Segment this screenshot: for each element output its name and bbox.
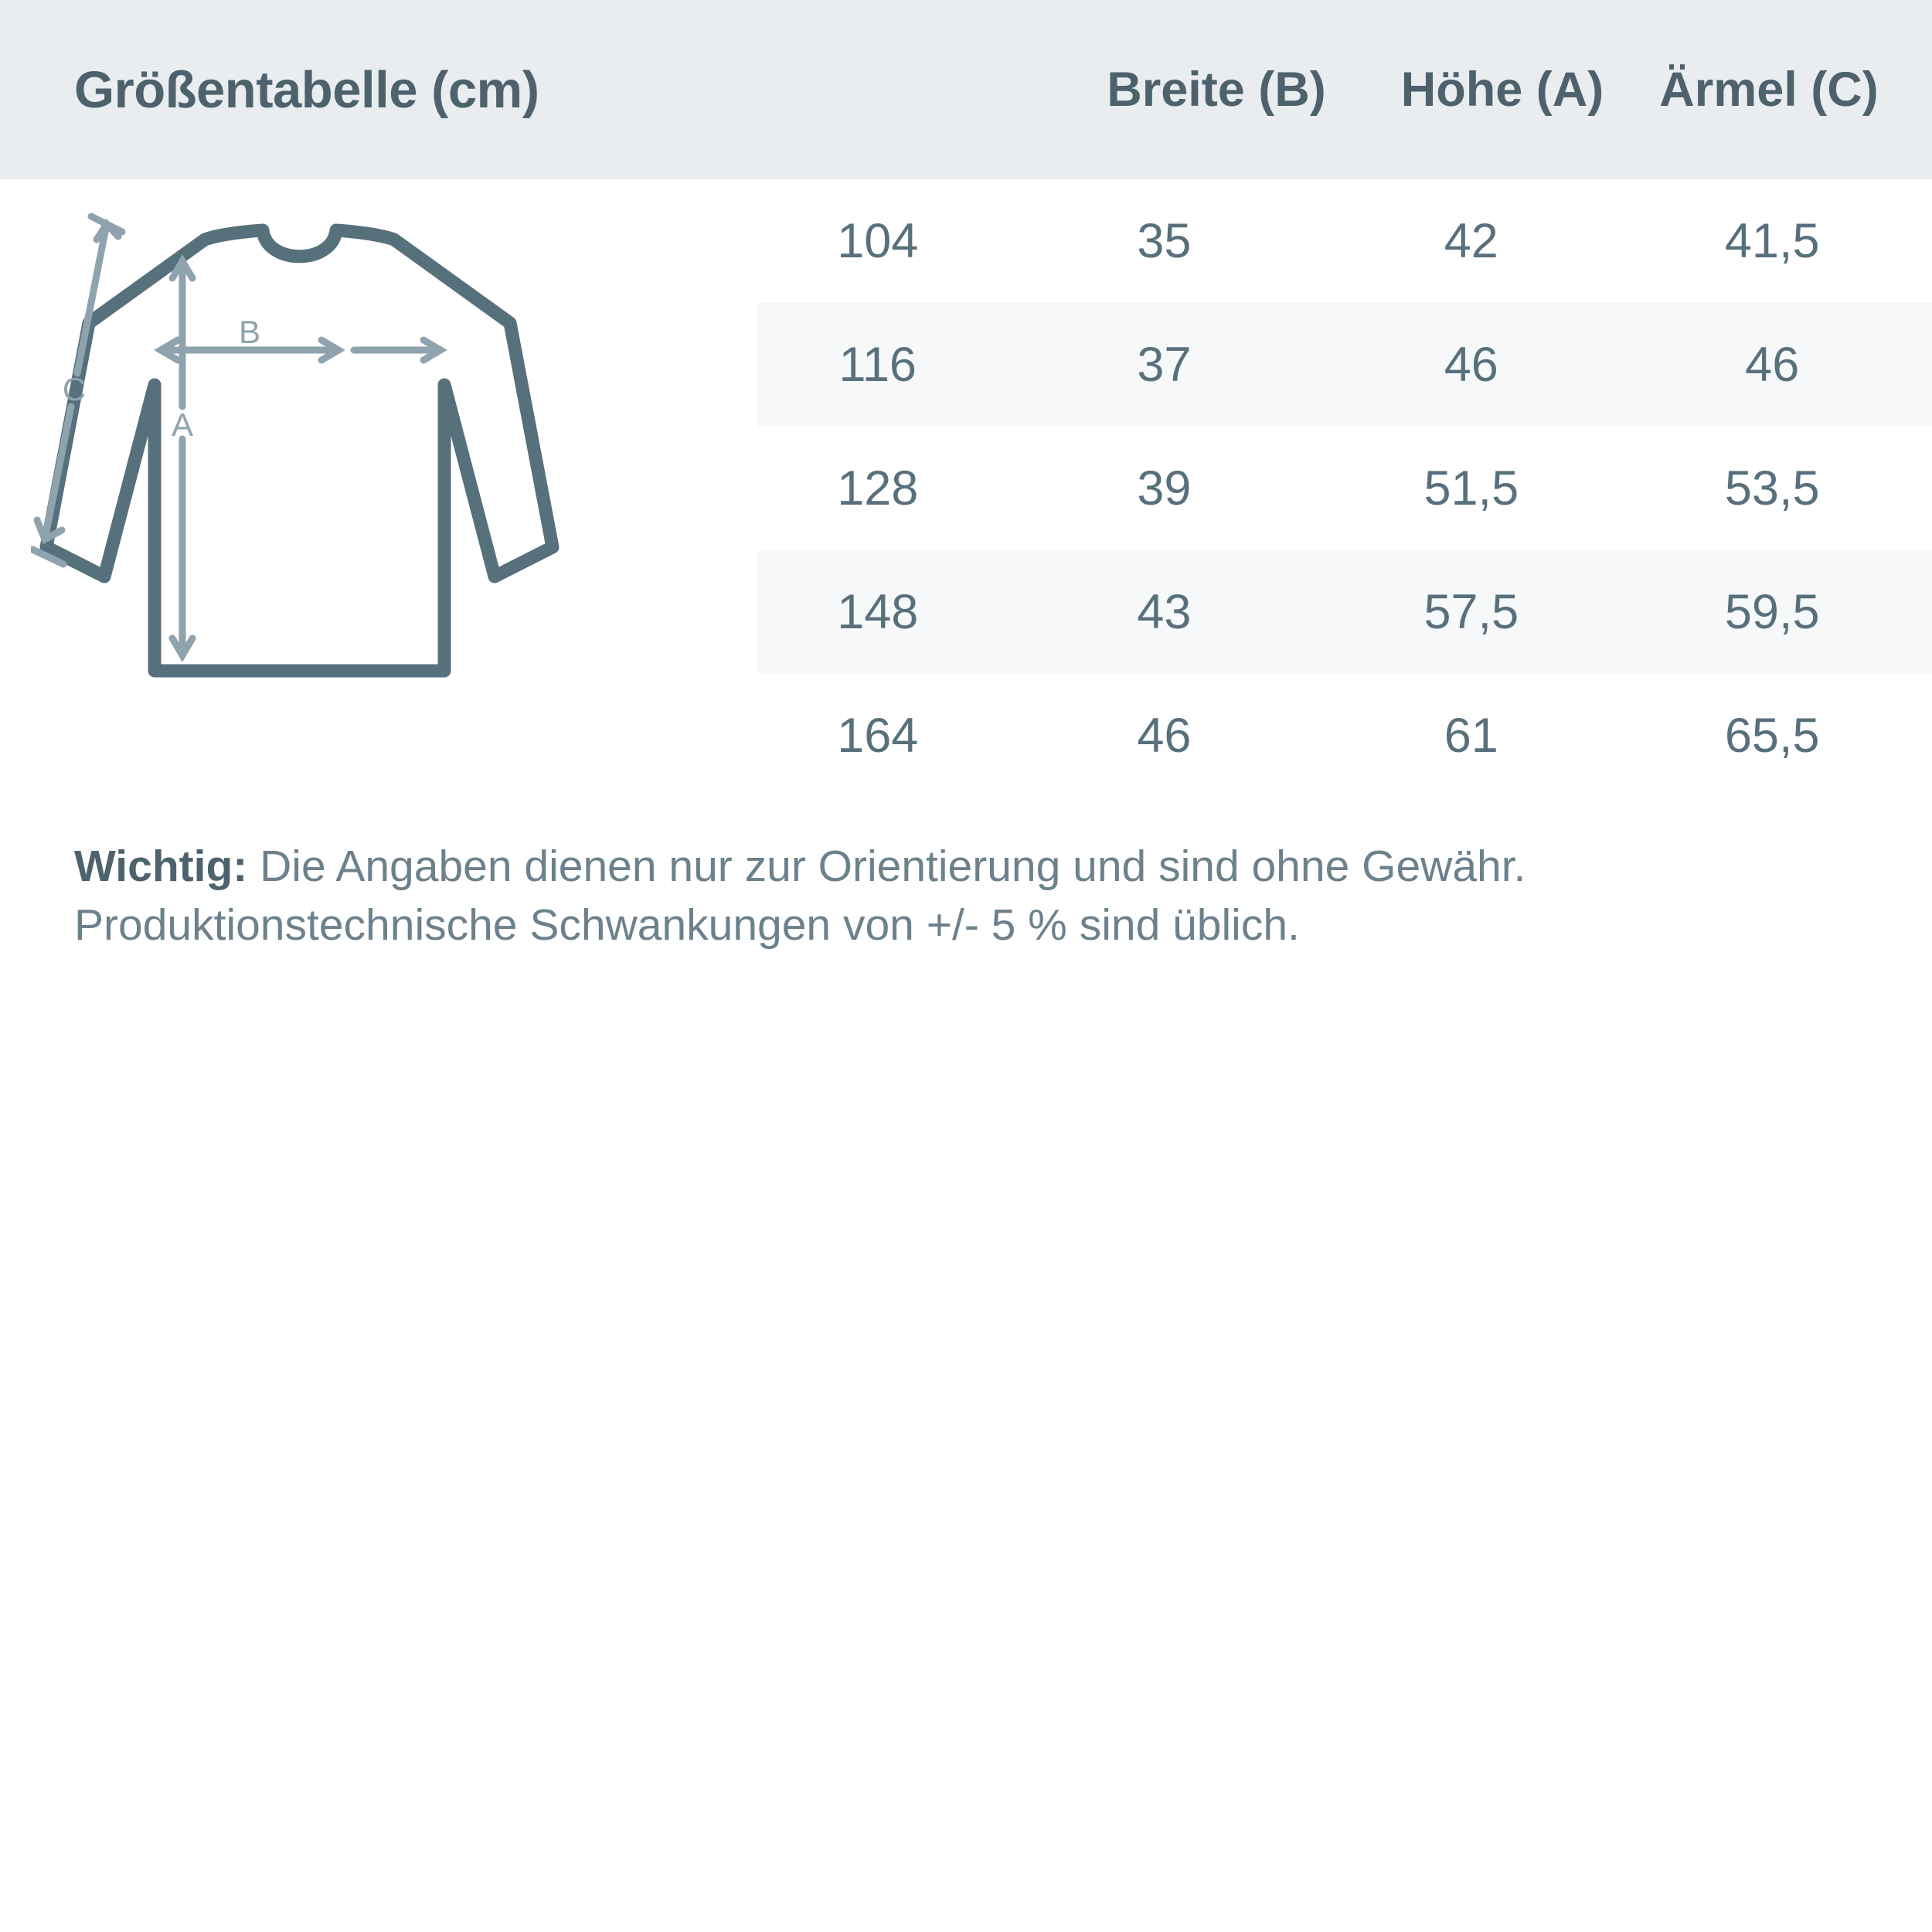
table-row <box>757 179 1932 303</box>
garment-figure <box>0 179 757 752</box>
page-title: Größentabelle (cm) <box>74 60 539 119</box>
cell-size: 116 <box>757 303 998 427</box>
cell-size: 104 <box>837 214 919 268</box>
cell-aermel: 46 <box>1612 303 1932 427</box>
cell-breite: 35 <box>1137 214 1192 268</box>
dimension-a-label: A <box>171 406 194 443</box>
disclaimer-note <box>0 798 1932 955</box>
dimension-b-arrow-right <box>354 340 440 360</box>
cell-hoehe: 42 <box>1444 214 1498 268</box>
cell-size: 128 <box>837 461 919 515</box>
column-header-aermel: Ärmel (C) <box>1659 63 1879 117</box>
cell-hoehe: 46 <box>1330 303 1612 427</box>
cell-aermel: 59,5 <box>1612 550 1932 674</box>
disclaimer-text: Die Angaben dienen nur zur Orientierung und sind ohne Gewähr. Produktionstechnische Schwankungen von +/- 5 % sind üblich. <box>74 842 1526 950</box>
cell-size: 148 <box>757 550 998 674</box>
dimension-b-label: B <box>238 314 261 350</box>
cell-breite: 39 <box>1137 461 1192 515</box>
column-header-hoehe: Höhe (A) <box>1400 63 1604 117</box>
cell-aermel: 53,5 <box>1724 461 1820 515</box>
table-row <box>757 427 1932 550</box>
measurements-table <box>757 179 1932 798</box>
table-row <box>757 674 1932 798</box>
measurements-table-wrap <box>757 179 1932 798</box>
size-chart-header <box>0 0 1932 179</box>
cell-aermel: 41,5 <box>1724 214 1820 268</box>
cell-aermel: 65,5 <box>1724 709 1820 763</box>
cell-breite: 37 <box>998 303 1331 427</box>
dimension-a-arrow <box>172 261 192 655</box>
size-chart-body <box>0 179 1932 798</box>
cell-hoehe: 57,5 <box>1330 550 1612 674</box>
cell-hoehe: 61 <box>1444 709 1498 763</box>
cell-size: 164 <box>837 709 919 763</box>
disclaimer-lead: Wichtig: <box>74 842 248 891</box>
cell-breite: 46 <box>1137 709 1192 763</box>
table-row <box>757 550 1932 674</box>
column-header-breite: Breite (B) <box>1107 63 1326 117</box>
size-chart <box>0 0 1932 955</box>
column-headers <box>1062 62 1932 117</box>
cell-hoehe: 51,5 <box>1423 461 1519 515</box>
table-row <box>757 303 1932 427</box>
dimension-c-label: C <box>62 371 87 407</box>
longsleeve-shirt-diagram <box>31 207 726 748</box>
cell-breite: 43 <box>998 550 1331 674</box>
